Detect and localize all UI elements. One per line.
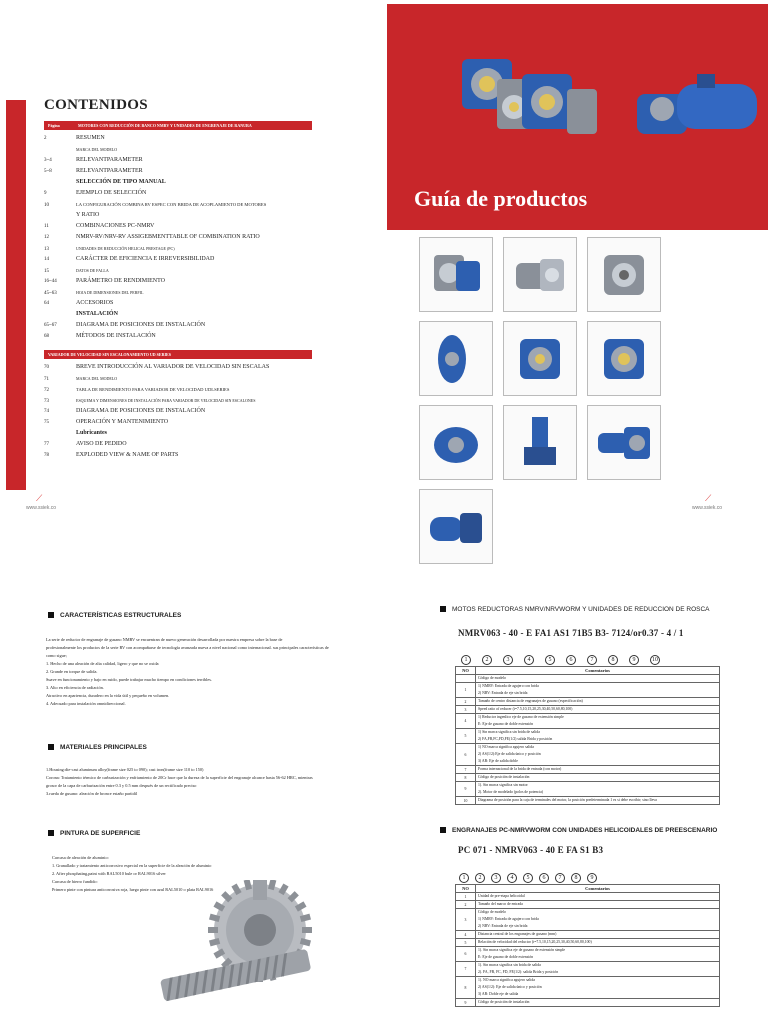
row-comment: Diagrama de posición para la caja de terminales del motor, la posición predeterminada 1 es si debe escribir; sino lleva [476, 797, 720, 805]
toc-row[interactable] [44, 188, 312, 199]
toc-band-2: VARIADOR DE VELOCIDAD SIN ESCALONAMIENTO UD SERIES [44, 350, 312, 359]
toc-entry-label: UNIDADES DE REDUCCIÓN HELICAL PRESTAGE (PC) [76, 246, 175, 251]
product-thumb[interactable] [419, 321, 493, 396]
toc-entry-label: Y RATIO [76, 212, 100, 218]
table-row [456, 714, 720, 729]
toc-list-1 [44, 133, 312, 342]
toc-entry-label: EJEMPLO DE SELECCIÓN [76, 190, 147, 196]
code-marker-circle: 3 [491, 873, 501, 883]
row-number: 1 [456, 893, 476, 901]
toc-row[interactable] [44, 287, 312, 298]
table-header-cell: NO [456, 885, 476, 893]
model-code-2: PC 071 - NMRV063 - 40 E FA S1 B3 [458, 845, 604, 855]
table-row [456, 766, 720, 774]
toc-page-number: 12 [44, 235, 49, 240]
code-marker-circle: 1 [459, 873, 469, 883]
table-row [456, 909, 720, 931]
bullet-square-icon [48, 830, 54, 836]
row-number: 5 [456, 729, 476, 744]
toc-row[interactable] [44, 373, 312, 384]
toc-entry-label: TABLA DE RENDIMIENTO PARA VARIADOR DE VELOCIDAD UDLSERIES [76, 387, 230, 392]
toc-list-2 [44, 362, 312, 461]
body-text-line: Carcasa de hierro fundido: [52, 879, 98, 884]
product-thumb[interactable] [419, 237, 493, 312]
toc-row[interactable] [44, 155, 312, 166]
toc-entry-label: MARCA DEL MODELO [76, 147, 118, 152]
row-number: 6 [456, 744, 476, 766]
row-number [456, 675, 476, 683]
table-row [456, 962, 720, 977]
row-comment: 1). Sin marca significa sin brida de salida 2). FA, FB, FC, FD, FE(1/2): salida Brida y posición [476, 962, 720, 977]
table-row [456, 977, 720, 999]
toc-entry-label: PARÁMETRO DE RENDIMIENTO [76, 278, 166, 284]
table-header-cell: Comentarios [476, 667, 720, 675]
product-thumb[interactable] [503, 237, 577, 312]
row-comment: 1). Sin marca significa sin motor 2). Motor de modelado (polos de potencia) [476, 782, 720, 797]
row-comment: Código de posición de instalación [476, 774, 720, 782]
toc-entry-label: OPERACIÓN Y MANTENIMIENTO [76, 419, 169, 425]
section-structural: CARACTERÍSTICAS ESTRUCTURALES [48, 612, 181, 619]
toc-page-number: 71 [44, 377, 49, 382]
toc-entry-label: DATOS DE FALLA [76, 268, 109, 273]
table-row [456, 675, 720, 683]
code-marker-circle: 4 [507, 873, 517, 883]
row-comment: 1) Sin marca significa sin brida de salida 2) FA,FB,FC,FD,FE(1/2) salida Brida y posición [476, 729, 720, 744]
product-thumb[interactable] [587, 405, 661, 480]
toc-row[interactable] [44, 199, 312, 210]
product-thumb[interactable] [587, 321, 661, 396]
toc-row[interactable] [44, 276, 312, 287]
comments-table-2 [455, 884, 720, 1007]
body-text-line: Suave en funcionamiento y bajo en ruido, puede trabajar mucho tiempo en condiciones terribles. [46, 677, 212, 682]
toc-page-number: 15 [44, 269, 49, 274]
code-marker-circle: 5 [523, 873, 533, 883]
code-marker-circle: 8 [608, 655, 618, 665]
page1-url[interactable]: www.ssiek.co [26, 505, 57, 511]
row-number: 8 [456, 774, 476, 782]
row-number: 9 [456, 999, 476, 1007]
toc-row[interactable] [44, 243, 312, 254]
toc-entry-label: INSTALACIÓN [76, 311, 118, 317]
row-comment: Código de modelo 1) NMRV: Entrada de agujero con brida 2) NRV: Entrada de eje sin brida [476, 909, 720, 931]
row-number: 4 [456, 931, 476, 939]
body-text-line: 1. Granallado y tratamiento anticorrosivo especial en la superficie de la aleación de aluminio [52, 863, 212, 868]
code-marker-circle: 3 [503, 655, 513, 665]
row-comment: Relación de velocidad del reductor (i=7.5,10,15,20,25,30,40,50,60,80,100) [476, 939, 720, 947]
toc-row[interactable] [44, 133, 312, 144]
toc-entry-label: DIAGRAMA DE POSICIONES DE INSTALACIÓN [76, 322, 206, 328]
row-number: 7 [456, 962, 476, 977]
row-comment: 1) NO marca significa agujero salida 2) AS(1/2):Eje de salida único y posición 3) AB: Eje de salida doble [476, 744, 720, 766]
toc-page-number: 70 [44, 365, 49, 370]
code-marker-circle: 9 [629, 655, 639, 665]
table-row [456, 782, 720, 797]
code-marker-circle: 4 [524, 655, 534, 665]
toc-row[interactable] [44, 450, 312, 461]
row-comment: 1). NO marca significa agujero salida 2) AS(1/2): Eje de salida único y posición 3) AB: Doble eje de salida [476, 977, 720, 999]
table-row [456, 939, 720, 947]
row-comment: Speed ratio of reducer (i=7.5,10,15,20,25,30,40,50,60,80,100) [476, 706, 720, 714]
page2-url[interactable]: www.ssiek.co [692, 505, 723, 511]
table-row [456, 999, 720, 1007]
body-text-line: 3.rueda de gusano: aleación de bronce estaño partidil [46, 791, 138, 796]
gear-illustration [150, 880, 330, 1029]
toc-row[interactable] [44, 428, 312, 439]
toc-entry-label: ACCESORIOS [76, 300, 114, 306]
toc-row[interactable] [44, 298, 312, 309]
code-marker-circle: 1 [461, 655, 471, 665]
code-marker-circle: 6 [539, 873, 549, 883]
row-number: 2 [456, 901, 476, 909]
model-code-1: NMRV063 - 40 - E FA1 AS1 71B5 B3- 7124/or0.37 - 4 / 1 [458, 628, 684, 638]
body-text-line: La serie de reductor de engranaje de gusano NMRV se encuentran de nuevo generación desarrollada por nuestra empresa sobre la base de [46, 637, 283, 642]
code-marker-circle: 10 [652, 657, 658, 663]
code-marker-circle: 6 [566, 655, 576, 665]
product-thumb[interactable] [419, 489, 493, 564]
table-row [456, 931, 720, 939]
toc-page-number: 78 [44, 453, 49, 458]
toc-page-number: 3~4 [44, 158, 52, 163]
table-row [456, 683, 720, 698]
toc-page-number: 73 [44, 399, 49, 404]
toc-entry-label: DIAGRAMA DE POSICIONES DE INSTALACIÓN [76, 408, 206, 414]
contents-title: CONTENIDOS [44, 97, 148, 113]
code-marker-circle: 7 [587, 655, 597, 665]
section-motos: MOTOS REDUCTORAS NMRV/NRVWORM Y UNIDADES DE REDUCCION DE ROSCA [440, 606, 710, 613]
body-text-line: Corona: Tratamiento térmico de carburización y enfriamiento de 20Cr hace que la dureza de la superficie del engranaje alcance hasta 56-62 HRC, mientras [46, 775, 313, 780]
row-number: 2 [456, 698, 476, 706]
row-comment: 1) NMRV: Entrada de agujero con brida 2) NRV: Entrada de eje sin brida [476, 683, 720, 698]
materials-text [46, 766, 313, 798]
section-engranajes: ENGRANAJES PC-NMRVWORM CON UNIDADES HELICOIDALES DE PREESCENARIO [440, 827, 717, 834]
toc-entry-label: EXPLODED VIEW & NAME OF PARTS [76, 452, 179, 458]
toc-page-number: 5~8 [44, 169, 52, 174]
table-header-row [456, 885, 720, 893]
toc-entry-label: RELEVANTPARAMETER [76, 157, 143, 163]
body-text-line: Carcasa de aleación de aluminio: [52, 855, 109, 860]
toc-row[interactable] [44, 254, 312, 265]
toc-entry-label: Lubricantes [76, 430, 108, 436]
guide-title: Guía de productos [414, 186, 588, 211]
toc-page-number: 45~63 [44, 291, 57, 296]
toc-entry-label: RESUMEN [76, 135, 105, 141]
code-markers-2 [459, 866, 603, 884]
bullet-square-icon [440, 606, 446, 612]
code-markers-1 [461, 648, 671, 666]
toc-row[interactable] [44, 166, 312, 177]
structural-text [46, 636, 329, 708]
toc-entry-label: MARCA DEL MODELO [76, 376, 118, 381]
toc-entry-label: LA CONFIGURACIÓN COMBINA RV ESPEC CON BRIDA DE ACOPLAMIENTO DE MOTORES [76, 202, 267, 207]
section-materials: MATERIALES PRINCIPALES [48, 744, 147, 751]
toc-row[interactable] [44, 320, 312, 331]
code-marker-circle: 5 [545, 655, 555, 665]
body-text-line: 1. Hecho de una aleación de alta calidad, ligero y que no se oxida [46, 661, 159, 666]
code-marker-circle: 9 [587, 873, 597, 883]
product-thumb[interactable] [503, 321, 577, 396]
toc-row[interactable] [44, 221, 312, 232]
toc-entry-label: HOJA DE DIMENSIONES DEL PERFIL [76, 290, 144, 295]
toc-entry-label: COMBINACIONES PC-NMRV [76, 223, 155, 229]
table-row [456, 744, 720, 766]
toc-entry-label: MÉTODOS DE INSTALACIÓN [76, 333, 156, 339]
row-number: 10 [456, 797, 476, 805]
table-1-wrap [455, 666, 720, 805]
toc-row[interactable] [44, 362, 312, 373]
toc-page-number: 2 [44, 136, 47, 141]
row-number: 5 [456, 939, 476, 947]
body-text-line: grosor de la capa de carburización entre 0.3 y 0.5 mm después de un rectificado preciso [46, 783, 197, 788]
section-paint: PINTURA DE SUPERFICIE [48, 830, 140, 837]
body-text-line: 4. Adecuado para instalación omnidireccional. [46, 701, 126, 706]
toc-page-number: 64 [44, 301, 49, 306]
row-comment: 1). Sin marca significa eje de gusano de extensión simple E: Eje de gusano de doble extensión [476, 947, 720, 962]
bullet-square-icon [48, 744, 54, 750]
toc-page-number: 68 [44, 334, 49, 339]
page1-red-bar [6, 100, 26, 490]
table-2-wrap [455, 884, 720, 1007]
table-row [456, 901, 720, 909]
toc-row[interactable] [44, 395, 312, 406]
toc-page-number: 14 [44, 257, 49, 262]
product-thumb[interactable] [419, 405, 493, 480]
bullet-square-icon [440, 827, 446, 833]
toc-row[interactable] [44, 309, 312, 320]
toc-page-number: 77 [44, 442, 49, 447]
row-comment: Tamaño de centro distancia de engranajes de gusano (especificación) [476, 698, 720, 706]
product-thumb[interactable] [587, 237, 661, 312]
toc-entry-label: NMRV-RV/NRV-RV ASSIGEBMENTTABLE OF COMBINATION RATIO [76, 234, 260, 240]
toc-entry-label: RELEVANTPARAMETER [76, 168, 143, 174]
toc-page-number: 16~44 [44, 279, 57, 284]
toc-row[interactable] [44, 384, 312, 395]
toc-row[interactable] [44, 406, 312, 417]
toc-row[interactable] [44, 439, 312, 450]
code-marker-circle: 2 [482, 655, 492, 665]
toc-header-band: Página MOTORES CON REDUCCIÓN DE BANCO NMRV Y UNIDADES DE ENGRENAJE DE RANURA [44, 121, 312, 130]
toc-row[interactable] [44, 177, 312, 188]
row-number: 3 [456, 909, 476, 931]
toc-row[interactable] [44, 331, 312, 342]
toc-page-number: 11 [44, 224, 49, 229]
table-header-cell: NO [456, 667, 476, 675]
code-marker-circle: 7 [555, 873, 565, 883]
toc-page-number: 10 [44, 203, 49, 208]
toc-entry-label: SELECCIÓN DE TIPO MANUAL [76, 179, 166, 185]
row-number: 7 [456, 766, 476, 774]
toc-entry-label: BREVE INTRODUCCIÓN AL VARIADOR DE VELOCIDAD SIN ESCALAS [76, 364, 270, 370]
row-number: 1 [456, 683, 476, 698]
body-text-line: 1.Housing:die-cast aluminum alloy(frame size 025 to 090); cast iron(frame size 110 to 150) [46, 767, 204, 772]
toc-entry-label: ESQUEMA Y DIMENSIONES DE INSTALACIÓN PARA VARIADOR DE VELOCIDAD SIN ESCALONES [76, 398, 256, 403]
toc-row[interactable] [44, 265, 312, 276]
table-row [456, 698, 720, 706]
table-header-cell: Comentarios [476, 885, 720, 893]
row-number: 3 [456, 706, 476, 714]
row-comment: Forma internacional de la brida de entrada (con motor) [476, 766, 720, 774]
row-comment: 1) Reductor ingenlico eje de gusano de extensión simple E: Eje de gusano de doble extensión [476, 714, 720, 729]
body-text-line: 2. After phosphating,paint with RAL5010 bule or RAL9016 silver [52, 871, 166, 876]
worm-gear-image [150, 880, 330, 1024]
toc-page-number: 75 [44, 420, 49, 425]
toc-row[interactable] [44, 144, 312, 155]
comments-table-1 [455, 666, 720, 805]
toc-row[interactable] [44, 210, 312, 221]
row-number: 8 [456, 977, 476, 999]
body-text-line: profesionalmente los productos de la serie RV con acompañarse de tecnología avanzada nueva a nivel nacional como internacional. sus principales características de [46, 645, 329, 650]
row-number: 4 [456, 714, 476, 729]
body-text-line: 3. Alto en eficiencia de radiación. [46, 685, 104, 690]
product-grid [419, 237, 714, 564]
row-comment: Distancia central de los engranajes de gusano (mm) [476, 931, 720, 939]
toc-page-number: 9 [44, 191, 47, 196]
toc-row[interactable] [44, 417, 312, 428]
row-comment: Unidad de pre-etapa helicoidal [476, 893, 720, 901]
table-row [456, 893, 720, 901]
bullet-square-icon [48, 612, 54, 618]
code-marker-circle: 8 [571, 873, 581, 883]
toc-page-number: 65~67 [44, 323, 57, 328]
body-text-line: como sigue; [46, 653, 67, 658]
body-text-line: Atractivo en apariencia, duradero en la vida útil y pequeño en volumen. [46, 693, 170, 698]
row-comment: Tamaño del marco de entrada [476, 901, 720, 909]
table-header-row [456, 667, 720, 675]
product-thumb[interactable] [503, 405, 577, 480]
toc-page-number: 72 [44, 388, 49, 393]
logo-mark: ⟋ [36, 493, 43, 503]
row-number: 9 [456, 782, 476, 797]
toc-page-number: 74 [44, 409, 49, 414]
table-row [456, 797, 720, 805]
table-row [456, 729, 720, 744]
body-text-line: Primero pinte con pintura anticorrosiva roja, luego pinte con azul RAL5010 o plata RAL9016 [52, 887, 214, 892]
toc-container [44, 121, 312, 461]
row-number: 6 [456, 947, 476, 962]
row-comment: Código de posición de instalación [476, 999, 720, 1007]
table-row [456, 947, 720, 962]
toc-entry-label: AVISO DE PEDIDO [76, 441, 127, 447]
logo-mark-2: ⟋ [705, 493, 712, 503]
code-marker-circle: 2 [475, 873, 485, 883]
body-text-line: 2. Grande en torque de salida. [46, 669, 98, 674]
table-row [456, 706, 720, 714]
toc-entry-label: CARÁCTER DE EFICIENCIA E IRREVERSIBILIDAD [76, 256, 215, 262]
table-row [456, 774, 720, 782]
row-comment: Código de modelo [476, 675, 720, 683]
toc-page-number: 13 [44, 247, 49, 252]
toc-row[interactable] [44, 232, 312, 243]
